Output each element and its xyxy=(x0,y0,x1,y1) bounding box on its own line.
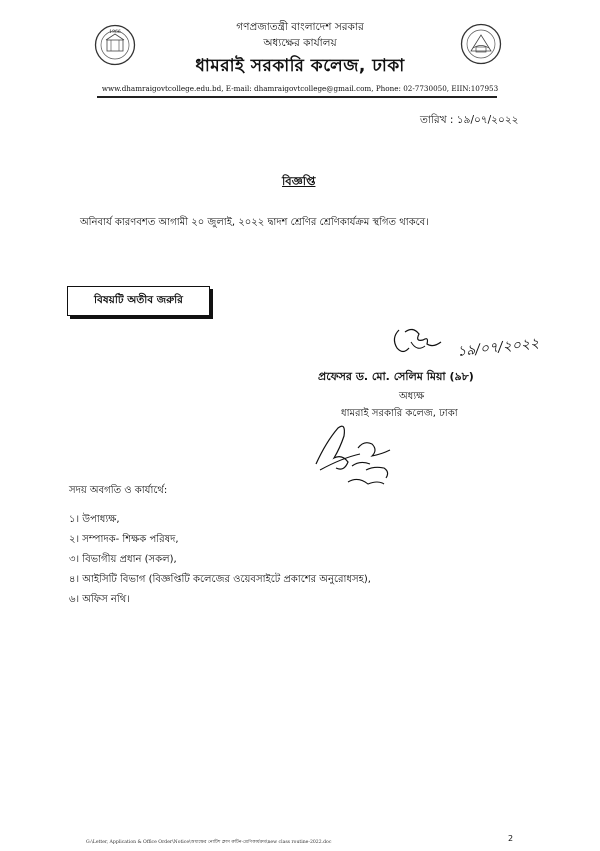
header-office: অধ্যক্ষের কার্যালয় xyxy=(263,37,337,49)
cc-item: ২। সম্পাদক- শিক্ষক পরিষদ, xyxy=(69,534,179,545)
header-college-name: ধামরাই সরকারি কলেজ, ঢাকা xyxy=(195,56,405,76)
cc-label: সদয় অবগতি ও কার্যার্থে: xyxy=(69,485,168,496)
header-contact: www.dhamraigovtcollege.edu.bd, E-mail: dhamraigovtcollege@gmail.com, Phone: 02-7730050, EIIN:107953 xyxy=(101,84,499,93)
notice-body: অনিবার্য কারণবশত আগামী ২০ জুলাই, ২০২২ দ্বাদশ শ্রেণির শ্রেণিকার্যক্রম স্থগিত থাকবে। xyxy=(80,217,429,228)
page-number: 2 xyxy=(508,834,514,843)
principal-college: ধামরাই সরকারি কলেজ, ঢাকা xyxy=(341,408,458,419)
signature-handwritten-date: ১৯/০৭/২০২২ xyxy=(456,335,540,360)
principal-signature-icon xyxy=(385,322,560,367)
cc-item: ৪। আইসিটি বিভাগ (বিজ্ঞপ্তিটি কলেজের ওয়েবসাইটে প্রকাশের অনুরোধসহ), xyxy=(69,574,371,585)
cc-item: ১। উপাধ্যক্ষ, xyxy=(69,514,120,525)
cc-item: ৩। বিভাগীয় প্রধান (সকল), xyxy=(69,554,177,565)
notice-title: বিজ্ঞপ্তি xyxy=(282,174,316,188)
urgent-notice-text: বিষয়টি অতীব জরুরি xyxy=(94,293,183,306)
cc-item: ৬। অফিস নথি। xyxy=(69,594,130,605)
principal-designation: অধ্যক্ষ xyxy=(399,391,425,402)
header-government: গণপ্রজাতন্ত্রী বাংলাদেশ সরকার xyxy=(236,21,364,33)
notice-date: তারিখ : ১৯/০৭/২০২২ xyxy=(420,114,519,126)
seal-year: 1966 xyxy=(109,30,121,35)
cc-list xyxy=(69,510,371,610)
principal-name: প্রফেসর ড. মো. সেলিম মিয়া (৯৮) xyxy=(318,370,474,383)
urgent-notice-box xyxy=(67,286,210,316)
footer-file-path: G:\Letter, Application & Office Order\Notice\অধ্যক্ষের নোটিশ ক্লাস রুটিন-শ্রেণিকার্যক্রম\new class routine-2022.doc xyxy=(86,840,332,845)
header-divider xyxy=(97,96,497,98)
initial-signature-icon xyxy=(312,418,407,493)
